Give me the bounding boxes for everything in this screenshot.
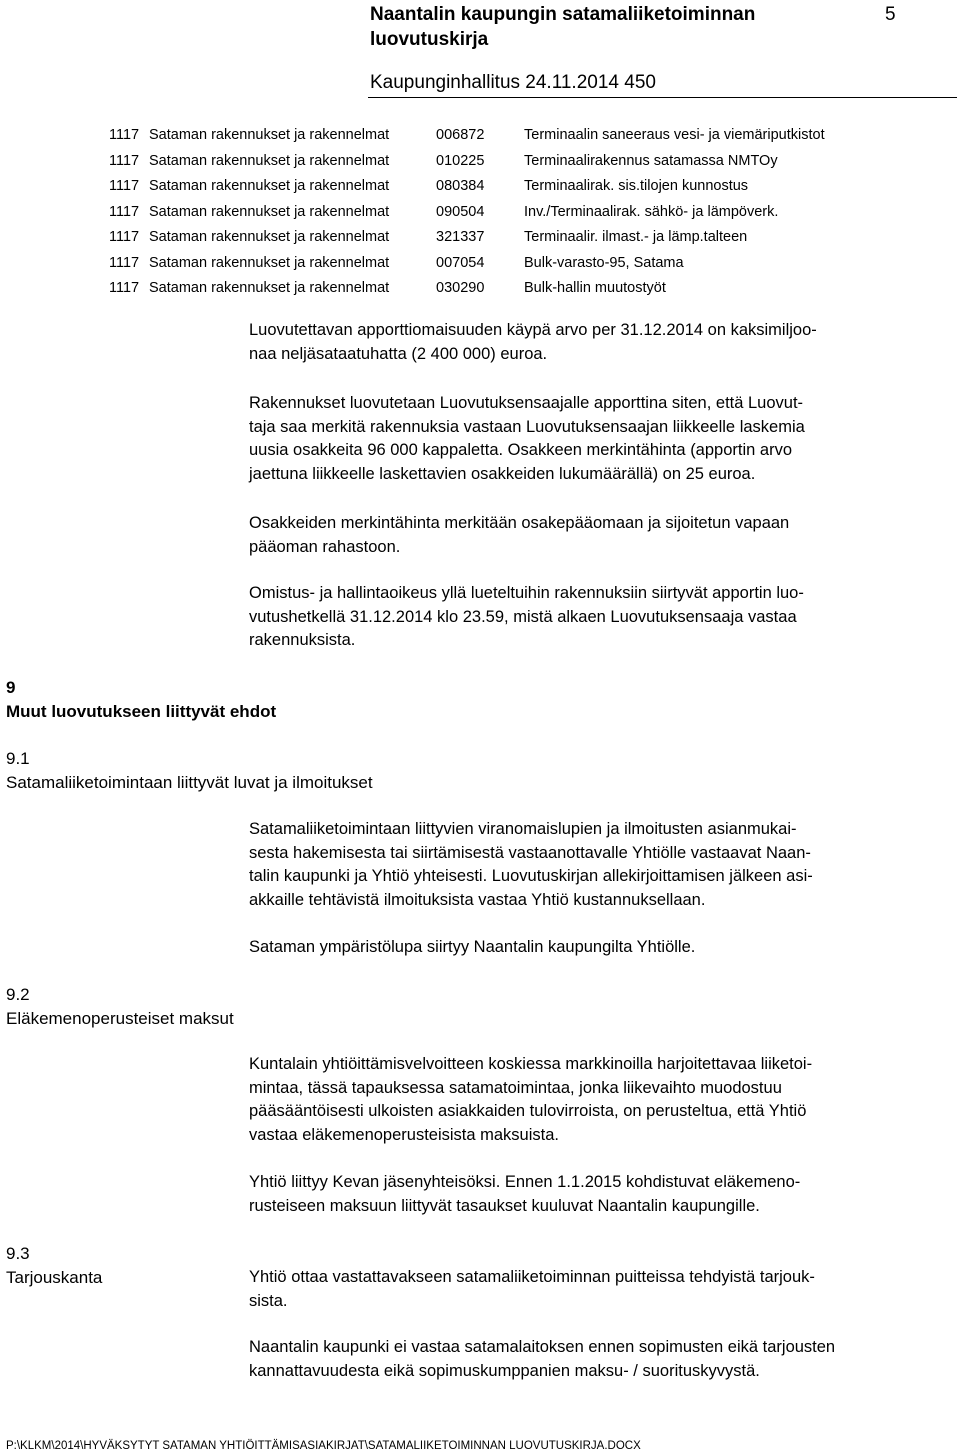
document-title-text: Naantalin kaupungin satamaliiketoiminnan luovutuskirja	[370, 4, 756, 50]
file-path-footer: P:\KLKM\2014\HYVÄKSYTYT SATAMAN YHTIÖITTÄMISASIAKIRJAT\SATAMALIIKETOIMINNAN LUOVUTUSKIRJA.DOCX	[6, 1440, 641, 1452]
document-title	[370, 2, 755, 52]
asset-number: 030290	[436, 280, 485, 296]
table-row	[109, 174, 825, 200]
asset-number: 006872	[436, 127, 485, 143]
asset-code: 1117	[109, 152, 140, 169]
asset-code: 1117	[109, 127, 140, 143]
asset-description: Bulk-hallin muutostyöt	[524, 280, 666, 296]
asset-number: 090504	[436, 203, 485, 220]
asset-code: 1117	[109, 229, 140, 245]
asset-description: Terminaalir. ilmast.- ja lämp.talteen	[524, 229, 748, 245]
asset-description: Inv./Terminaalirak. sähkö- ja lämpöverk.	[524, 203, 779, 220]
asset-name: Sataman rakennukset ja rakennelmat	[149, 178, 390, 194]
asset-name: Sataman rakennukset ja rakennelmat	[149, 254, 390, 271]
table-row	[109, 149, 825, 175]
asset-code: 1117	[109, 254, 140, 271]
section-9-3-title: Tarjouskanta	[6, 1268, 103, 1287]
meeting-reference: Kaupunginhallitus 24.11.2014 450	[370, 72, 656, 93]
table-row	[109, 225, 825, 251]
table-row	[109, 276, 825, 302]
header-rule	[368, 97, 957, 98]
table-row	[109, 200, 825, 226]
asset-description: Terminaalirak. sis.tilojen kunnostus	[524, 178, 749, 194]
asset-description: Terminaalirakennus satamassa NMTOy	[524, 152, 778, 169]
table-row	[109, 251, 825, 277]
paragraph-pension-1: Kuntalain yhtiöittämisvelvoitteen koskiessa markkinoilla harjoitettavaa liiketoi- mintaa, tässä tapauksessa satamatoimintaa, jonka liikevaihto muodostuu pääsääntöisesti ulkoisten asiakkaiden tulovirroista, on perusteltua, että Yhtiö vastaa eläkemenoperusteisista maksuista.	[249, 1055, 813, 1144]
asset-name: Sataman rakennukset ja rakennelmat	[149, 280, 390, 296]
asset-description: Terminaalin saneeraus vesi- ja viemäriputkistot	[524, 127, 825, 143]
section-9-3-number: 9.3	[6, 1244, 30, 1263]
paragraph-shares: Rakennukset luovutetaan Luovutuksensaajalle apporttina siten, että Luovut- taja saa merkitä rakennuksia vastaan Luovutuksensaajan liikkeelle laskemia uusia osakkeita 96 000 kappaletta. Osakkeen merkintähinta (apportin arvo jaettuna liikkeelle laskettavien osakkeiden lukumäärällä) on 25 euroa.	[249, 394, 805, 483]
paragraph-value: Luovutettavan apporttiomaisuuden käypä arvo per 31.12.2014 on kaksimiljoo- naa neljäsataatuhatta (2 400 000) euroa.	[249, 321, 817, 363]
paragraph-offers-1: Yhtiö ottaa vastattavakseen satamaliiketoiminnan puitteissa tehdyistä tarjouk- sista.	[249, 1268, 815, 1310]
paragraph-environment: Sataman ympäristölupa siirtyy Naantalin kaupungilta Yhtiölle.	[249, 938, 696, 956]
paragraph-permits: Satamaliiketoimintaan liittyvien viranomaislupien ja ilmoitusten asianmukai- sesta hakemisesta tai siirtämisestä vastaanottavalle Yhtiölle vastaavat Naan- talin kaupunki ja Yhtiö yhteisesti. Luovutuskirjan allekirjoittamisen jälkeen asi- akkaille tehtävistä ilmoituksista vastaa Yhtiö kustannuksellaan.	[249, 820, 813, 909]
paragraph-ownership: Omistus- ja hallintaoikeus yllä lueteltuihin rakennuksiin siirtyvät apportin luo- vutushetkellä 31.12.2014 klo 23.59, mistä alkaen Luovutuksensaaja vastaa rakennuksista.	[249, 584, 804, 649]
asset-number: 007054	[436, 254, 485, 271]
section-9-1-number: 9.1	[6, 749, 30, 768]
asset-number: 010225	[436, 152, 485, 169]
asset-name: Sataman rakennukset ja rakennelmat	[149, 229, 390, 245]
asset-code: 1117	[109, 280, 140, 296]
asset-table	[109, 123, 825, 302]
paragraph-capital: Osakkeiden merkintähinta merkitään osakepääomaan ja sijoitetun vapaan pääoman rahastoon.	[249, 514, 790, 556]
asset-number: 321337	[436, 229, 485, 245]
section-9-2-title: Eläkemenoperusteiset maksut	[6, 1009, 234, 1028]
section-9-number: 9	[6, 678, 16, 697]
section-9-2-number: 9.2	[6, 985, 30, 1004]
asset-description: Bulk-varasto-95, Satama	[524, 254, 684, 271]
asset-code: 1117	[109, 178, 140, 194]
section-9-title: Muut luovutukseen liittyvät ehdot	[6, 702, 277, 721]
asset-name: Sataman rakennukset ja rakennelmat	[149, 152, 390, 169]
asset-name: Sataman rakennukset ja rakennelmat	[149, 203, 390, 220]
paragraph-pension-2: Yhtiö liittyy Kevan jäsenyhteisöksi. Ennen 1.1.2015 kohdistuvat eläkemeno- rusteiseen maksuun liittyvät tasaukset kuuluvat Naantalin kaupungille.	[249, 1173, 801, 1215]
asset-name: Sataman rakennukset ja rakennelmat	[149, 127, 390, 143]
paragraph-offers-2: Naantalin kaupunki ei vastaa satamalaitoksen ennen sopimusten eikä tarjousten kannattavuudesta eikä sopimuskumppanien maksu- / suorituskyvystä.	[249, 1338, 836, 1380]
section-9-1-title: Satamaliiketoimintaan liittyvät luvat ja ilmoitukset	[6, 773, 373, 792]
asset-number: 080384	[436, 178, 485, 194]
table-row	[109, 123, 825, 149]
page-number: 5	[885, 4, 896, 25]
asset-code: 1117	[109, 203, 140, 220]
